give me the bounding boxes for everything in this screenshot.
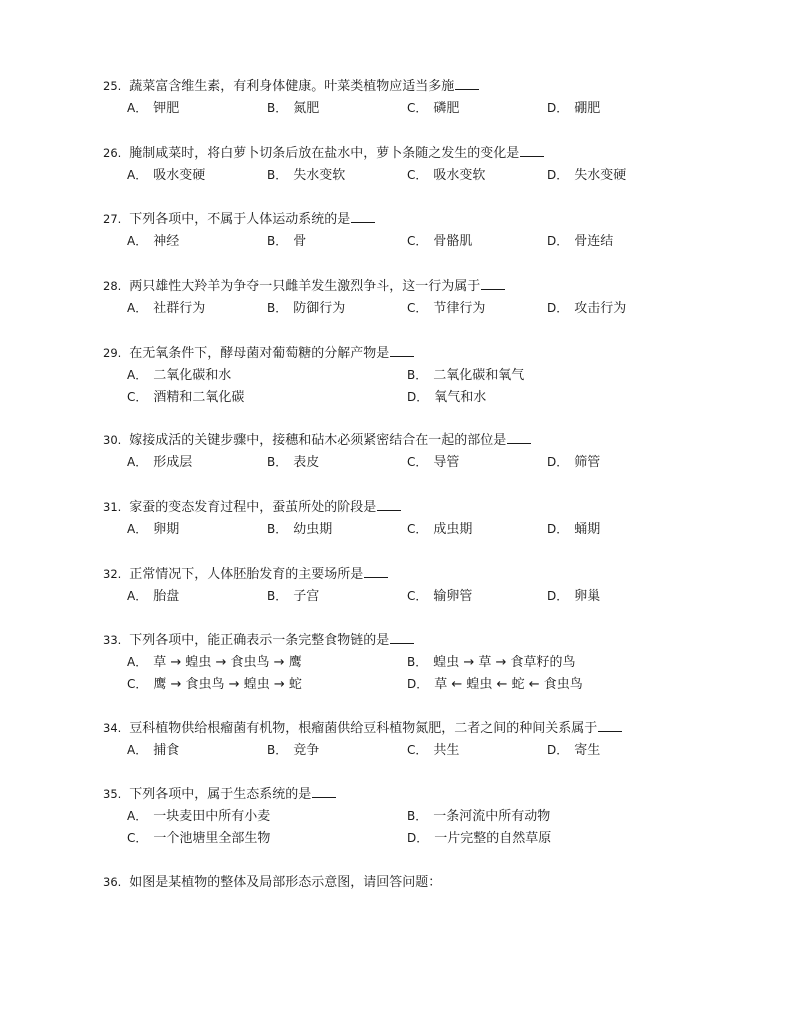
- option-c[interactable]: C． 节律行为: [407, 301, 486, 316]
- option-d[interactable]: D． 氧气和水: [407, 390, 487, 405]
- option-b[interactable]: B． 蝗虫 → 草 → 食草籽的鸟: [407, 655, 576, 670]
- options-row: [103, 97, 663, 119]
- question-35: [103, 784, 663, 849]
- option-a[interactable]: A． 钾肥: [127, 101, 180, 116]
- option-b[interactable]: B． 防御行为: [267, 301, 346, 316]
- option-b[interactable]: B． 骨: [267, 234, 307, 249]
- question-31: [103, 497, 663, 540]
- options-row: [103, 230, 663, 252]
- question-stem: 34. 豆科植物供给根瘤菌有机物，根瘤菌供给豆科植物氮肥，二者之间的种间关系属于: [103, 718, 663, 739]
- answer-blank[interactable]: [390, 344, 414, 357]
- option-a[interactable]: A． 形成层: [127, 455, 193, 470]
- question-36: [103, 872, 663, 893]
- option-a[interactable]: A． 草 → 蝗虫 → 食虫鸟 → 鹰: [127, 655, 302, 670]
- options-row: [103, 585, 663, 607]
- option-b[interactable]: B． 幼虫期: [267, 522, 333, 537]
- answer-blank[interactable]: [520, 144, 544, 157]
- answer-blank[interactable]: [377, 498, 401, 511]
- option-b[interactable]: B． 一条河流中所有动物: [407, 809, 551, 824]
- options-row: [103, 651, 663, 673]
- question-28: [103, 276, 663, 319]
- options-row: [103, 805, 663, 827]
- option-d[interactable]: D． 一片完整的自然草原: [407, 831, 552, 846]
- question-stem: 32. 正常情况下，人体胚胎发育的主要场所是: [103, 564, 663, 585]
- option-b[interactable]: B． 失水变软: [267, 168, 346, 183]
- option-d[interactable]: D． 蛹期: [547, 522, 601, 537]
- option-d[interactable]: D． 寄生: [547, 743, 601, 758]
- question-stem: 30. 嫁接成活的关键步骤中，接穗和砧木必须紧密结合在一起的部位是: [103, 430, 663, 451]
- option-d[interactable]: D． 攻击行为: [547, 301, 627, 316]
- question-34: [103, 718, 663, 761]
- question-stem: 33. 下列各项中，能正确表示一条完整食物链的是: [103, 630, 663, 651]
- question-29: [103, 343, 663, 408]
- options-row: [103, 297, 663, 319]
- question-27: [103, 209, 663, 252]
- question-stem: 35. 下列各项中，属于生态系统的是: [103, 784, 663, 805]
- option-b[interactable]: B． 二氧化碳和氧气: [407, 368, 525, 383]
- option-d[interactable]: D． 硼肥: [547, 101, 601, 116]
- answer-blank[interactable]: [455, 77, 479, 90]
- options-row: [103, 739, 663, 761]
- option-a[interactable]: A． 神经: [127, 234, 180, 249]
- answer-blank[interactable]: [390, 631, 414, 644]
- question-stem: 25. 蔬菜富含维生素，有利身体健康。叶菜类植物应适当多施: [103, 76, 663, 97]
- options-row: [103, 518, 663, 540]
- option-c[interactable]: C． 输卵管: [407, 589, 473, 604]
- answer-blank[interactable]: [312, 785, 336, 798]
- option-c[interactable]: C． 共生: [407, 743, 460, 758]
- answer-blank[interactable]: [598, 719, 622, 732]
- option-c[interactable]: C． 导管: [407, 455, 460, 470]
- question-stem: 29. 在无氧条件下，酵母菌对葡萄糖的分解产物是: [103, 343, 663, 364]
- option-a[interactable]: A． 社群行为: [127, 301, 206, 316]
- answer-blank[interactable]: [351, 210, 375, 223]
- option-c[interactable]: C． 酒精和二氧化碳: [127, 390, 245, 405]
- option-c[interactable]: C． 磷肥: [407, 101, 460, 116]
- option-c[interactable]: C． 骨骼肌: [407, 234, 473, 249]
- option-c[interactable]: C． 鹰 → 食虫鸟 → 蝗虫 → 蛇: [127, 677, 302, 692]
- options-row: [103, 386, 663, 408]
- question-stem: 27. 下列各项中，不属于人体运动系统的是: [103, 209, 663, 230]
- option-c[interactable]: C． 吸水变软: [407, 168, 486, 183]
- option-d[interactable]: D． 失水变硬: [547, 168, 627, 183]
- options-row: [103, 827, 663, 849]
- option-b[interactable]: B． 氮肥: [267, 101, 320, 116]
- option-c[interactable]: C． 一个池塘里全部生物: [127, 831, 271, 846]
- question-32: [103, 564, 663, 607]
- question-26: [103, 143, 663, 186]
- option-d[interactable]: D． 卵巢: [547, 589, 601, 604]
- option-b[interactable]: B． 表皮: [267, 455, 320, 470]
- option-a[interactable]: A． 一块麦田中所有小麦: [127, 809, 271, 824]
- answer-blank[interactable]: [481, 277, 505, 290]
- option-a[interactable]: A． 捕食: [127, 743, 180, 758]
- options-row: [103, 364, 663, 386]
- option-d[interactable]: D． 筛管: [547, 455, 601, 470]
- question-stem: 31. 家蚕的变态发育过程中，蚕茧所处的阶段是: [103, 497, 663, 518]
- option-c[interactable]: C． 成虫期: [407, 522, 473, 537]
- question-33: [103, 630, 663, 695]
- question-stem: 36. 如图是某植物的整体及局部形态示意图，请回答问题：: [103, 875, 442, 890]
- option-a[interactable]: A． 卵期: [127, 522, 180, 537]
- option-a[interactable]: A． 胎盘: [127, 589, 180, 604]
- option-d[interactable]: D． 骨连结: [547, 234, 614, 249]
- options-row: [103, 673, 663, 695]
- option-a[interactable]: A． 二氧化碳和水: [127, 368, 232, 383]
- question-stem: 26. 腌制咸菜时，将白萝卜切条后放在盐水中，萝卜条随之发生的变化是: [103, 143, 663, 164]
- answer-blank[interactable]: [507, 431, 531, 444]
- question-25: [103, 76, 663, 119]
- question-30: [103, 430, 663, 473]
- option-b[interactable]: B． 竞争: [267, 743, 320, 758]
- answer-blank[interactable]: [364, 565, 388, 578]
- options-row: [103, 164, 663, 186]
- options-row: [103, 451, 663, 473]
- option-d[interactable]: D． 草 ← 蝗虫 ← 蛇 ← 食虫鸟: [407, 677, 583, 692]
- option-b[interactable]: B． 子宫: [267, 589, 320, 604]
- option-a[interactable]: A． 吸水变硬: [127, 168, 206, 183]
- question-stem: 28. 两只雄性大羚羊为争夺一只雌羊发生激烈争斗，这一行为属于: [103, 276, 663, 297]
